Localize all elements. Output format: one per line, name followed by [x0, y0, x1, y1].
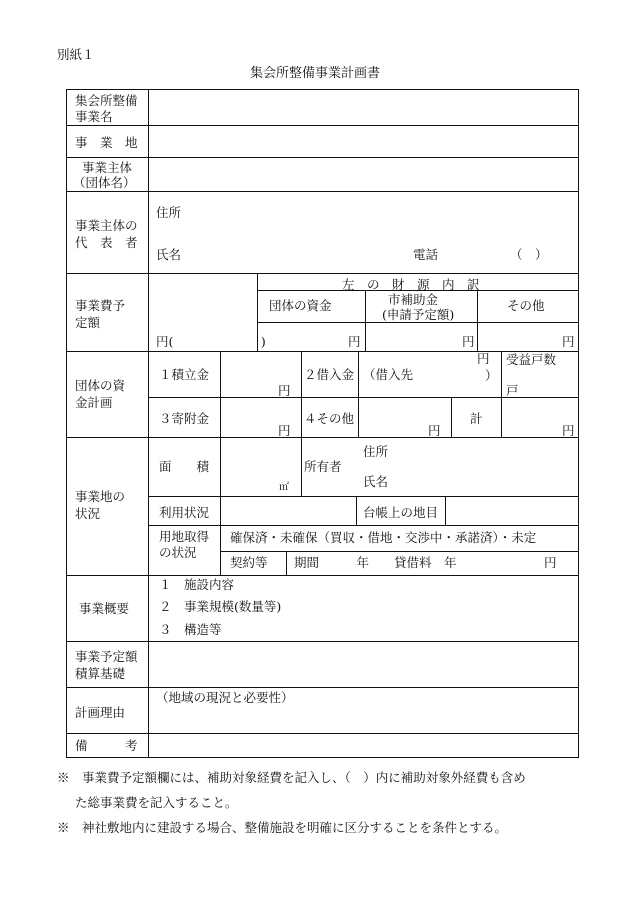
project-name-field[interactable]	[150, 91, 576, 124]
donation-yen: 円	[278, 423, 291, 438]
acquisition-status-text: 確保済・未確保（買収・借地・交渉中・承諾済）・未定	[230, 530, 537, 545]
lender-close: ）	[485, 368, 498, 383]
representative-label-2: 代 表 者	[75, 235, 138, 250]
household-unit: 戸	[506, 383, 519, 398]
other4-label: ４その他	[304, 411, 355, 426]
project-name-label: 集会所整備	[75, 93, 138, 108]
budget-label-2: 定額	[75, 315, 101, 330]
entity-label: 事業主体	[82, 160, 133, 175]
acquisition-label-2: の状況	[159, 545, 197, 560]
note-1-line-2: た総事業費を記入すること。	[75, 795, 238, 810]
loan-yen: 円	[477, 351, 490, 366]
name-label: 氏名	[156, 247, 182, 262]
attachment-label: 別紙１	[57, 47, 95, 62]
loan-label: ２借入金	[304, 367, 355, 382]
basis-field[interactable]	[150, 643, 576, 686]
entity-field[interactable]	[150, 159, 576, 190]
project-plan-form	[66, 89, 578, 757]
reason-label: 計画理由	[75, 705, 126, 720]
other4-yen: 円	[428, 423, 441, 438]
donation-label: ３寄附金	[159, 411, 210, 426]
usage-label: 利用状況	[159, 505, 210, 520]
ledger-category-label: 台帳上の地目	[363, 505, 439, 520]
contract-label: 契約等	[230, 555, 268, 570]
owner-address-label: 住所	[363, 444, 389, 459]
sqm-unit: ㎡	[279, 482, 289, 493]
basis-label: 事業予定額	[75, 649, 138, 664]
contract-period-text: 期間 年 貸借料 年 円	[294, 555, 557, 570]
funding-plan-label-2: 金計画	[75, 395, 113, 410]
total-yen: 円	[562, 423, 575, 438]
owner-name-label: 氏名	[363, 474, 389, 489]
budget-total-yen: 円( )	[156, 334, 266, 349]
overview-item-1: １ 施設内容	[159, 577, 235, 592]
city-subsidy-header: 市補助金	[388, 292, 439, 307]
reserve-label: １積立金	[159, 367, 210, 382]
lender-label: （借入先	[363, 367, 414, 382]
reserve-yen: 円	[278, 383, 291, 398]
note-2: ※ 神社敷地内に建設する場合、整備施設を明確に区分することを条件とする。	[57, 820, 508, 835]
phone-label: 電話	[413, 247, 439, 262]
overview-item-3: ３ 構造等	[159, 622, 222, 637]
representative-label: 事業主体の	[75, 218, 138, 233]
overview-label: 事業概要	[79, 601, 130, 616]
households-label: 受益戸数	[506, 352, 557, 367]
owner-label: 所有者	[304, 459, 342, 474]
group-funds-header: 団体の資金	[269, 298, 332, 313]
remarks-label: 備 考	[75, 738, 138, 753]
city-subsidy-yen: 円	[462, 334, 475, 349]
project-name-label-2: 事業名	[75, 109, 113, 124]
basis-label-2: 積算基礎	[75, 666, 126, 681]
city-subsidy-header-2: (申請予定額)	[382, 307, 455, 322]
note-1-line-1: ※ 事業費予定額欄には、補助対象経費を記入し、（ ）内に補助対象外経費も含め	[57, 770, 526, 785]
site-status-label-2: 状況	[75, 506, 101, 521]
reason-note: （地域の現況と必要性）	[156, 690, 294, 705]
site-field[interactable]	[150, 127, 576, 156]
funding-plan-label: 団体の資	[75, 378, 126, 393]
budget-label: 事業費予	[75, 298, 126, 313]
site-status-label: 事業地の	[75, 489, 126, 504]
site-label: 事 業 地	[75, 135, 138, 150]
overview-item-2: ２ 事業規模(数量等)	[159, 599, 282, 614]
total-label: 計	[470, 411, 483, 426]
group-funds-yen: 円	[348, 334, 361, 349]
area-label: 面 積	[159, 459, 210, 474]
other-yen: 円	[562, 334, 575, 349]
acquisition-label: 用地取得	[159, 529, 210, 544]
other-header: その他	[507, 298, 545, 313]
page-title: 集会所整備事業計画書	[250, 66, 381, 81]
address-label: 住所	[156, 205, 182, 220]
breakdown-header: 左 の 財 源 内 訳	[342, 277, 480, 292]
remarks-field[interactable]	[150, 735, 576, 756]
phone-paren: （ ）	[510, 247, 548, 262]
entity-label-2: （団体名）	[73, 175, 136, 190]
